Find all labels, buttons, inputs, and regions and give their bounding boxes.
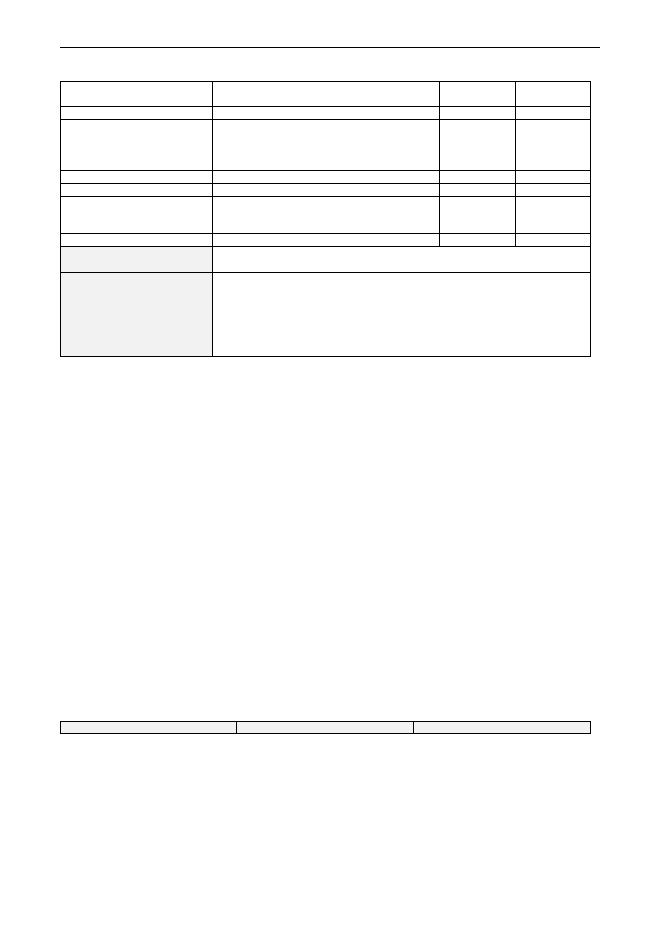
balance-sheet-header-row xyxy=(61,722,591,734)
shareholder-quantity xyxy=(213,120,440,171)
shareholder-quantity xyxy=(213,107,440,120)
shareholder-name xyxy=(61,234,213,247)
margin-text xyxy=(213,273,591,357)
shareholder-row xyxy=(61,120,591,171)
shareholder-quantity xyxy=(213,234,440,247)
shareholder-name xyxy=(61,107,213,120)
relation-row xyxy=(61,247,591,273)
share-type xyxy=(440,107,516,120)
share-amount xyxy=(516,107,591,120)
balance-sheet-table xyxy=(60,721,591,734)
share-type xyxy=(440,197,516,234)
share-type xyxy=(440,82,516,107)
share-type xyxy=(440,120,516,171)
share-type xyxy=(440,171,516,184)
shareholder-row xyxy=(61,184,591,197)
shareholder-row xyxy=(61,82,591,107)
col-header-begin xyxy=(414,722,591,734)
margin-label xyxy=(61,273,213,357)
shareholder-quantity xyxy=(213,184,440,197)
shareholder-table xyxy=(60,81,591,357)
shareholder-row xyxy=(61,234,591,247)
share-amount xyxy=(516,197,591,234)
shareholder-quantity xyxy=(213,197,440,234)
relation-label xyxy=(61,247,213,273)
col-header-item xyxy=(61,722,237,734)
relation-text xyxy=(213,247,591,273)
share-amount xyxy=(516,171,591,184)
share-type xyxy=(440,234,516,247)
shareholder-row xyxy=(61,107,591,120)
shareholder-name xyxy=(61,120,213,171)
shareholder-quantity xyxy=(213,82,440,107)
share-type xyxy=(440,184,516,197)
shareholder-name xyxy=(61,184,213,197)
shareholder-row xyxy=(61,197,591,234)
share-amount xyxy=(516,82,591,107)
report-header xyxy=(60,44,600,48)
share-amount xyxy=(516,120,591,171)
share-amount xyxy=(516,184,591,197)
shareholder-name xyxy=(61,171,213,184)
margin-row xyxy=(61,273,591,357)
col-header-end xyxy=(237,722,414,734)
share-amount xyxy=(516,234,591,247)
shareholder-row xyxy=(61,171,591,184)
shareholder-name xyxy=(61,197,213,234)
shareholder-quantity xyxy=(213,171,440,184)
shareholder-name xyxy=(61,82,213,107)
